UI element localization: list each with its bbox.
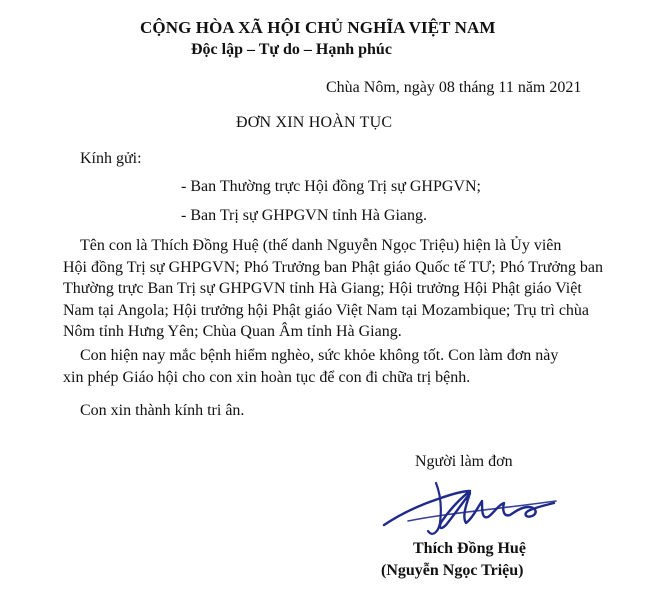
signer-birth-name: (Nguyễn Ngọc Triệu) xyxy=(381,562,524,579)
recipient-line: - Ban Trị sự GHPGVN tỉnh Hà Giang. xyxy=(181,207,428,224)
signature-icon xyxy=(378,473,578,543)
paragraph-line: Con hiện nay mắc bệnh hiểm nghèo, sức khỏe không tốt. Con làm đơn này xyxy=(80,347,559,364)
national-motto: Độc lập – Tự do – Hạnh phúc xyxy=(191,41,392,58)
document-title: ĐƠN XIN HOÀN TỤC xyxy=(236,114,393,131)
paragraph-line: Hội đồng Trị sự GHPGVN; Phó Trưởng ban Phật giáo Quốc tế TƯ; Phó Trưởng ban xyxy=(63,258,604,276)
paragraph-line: Thường trực Ban Trị sự GHPGVN tỉnh Hà Giang; Hội trưởng Hội Phật giáo Việt xyxy=(63,280,582,297)
place-date: Chùa Nôm, ngày 08 tháng 11 năm 2021 xyxy=(326,79,582,96)
closing-line: Con xin thành kính tri ân. xyxy=(80,402,245,419)
body-paragraph xyxy=(63,235,604,343)
body-paragraph xyxy=(63,345,559,388)
paragraph-line: Nôm tỉnh Hưng Yên; Chùa Quan Âm tỉnh Hà Giang. xyxy=(63,323,402,340)
recipient-line: - Ban Thường trực Hội đồng Trị sự GHPGVN; xyxy=(181,178,481,195)
signer-name: Thích Đồng Huệ xyxy=(413,540,526,557)
paragraph-line: Nam tại Angola; Hội trưởng hội Phật giáo Việt Nam tại Mozambique; Trụ trì chùa xyxy=(63,301,590,319)
signer-role: Người làm đơn xyxy=(415,453,513,470)
national-title: CỘNG HÒA XÃ HỘI CHỦ NGHĨA VIỆT NAM xyxy=(140,18,496,37)
paragraph-line: xin phép Giáo hội cho con xin hoàn tục để con đi chữa trị bệnh. xyxy=(63,368,471,386)
paragraph-line: Tên con là Thích Đồng Huệ (thế danh Nguyễn Ngọc Triệu) hiện là Ủy viên xyxy=(80,237,562,254)
greeting: Kính gửi: xyxy=(80,150,142,167)
